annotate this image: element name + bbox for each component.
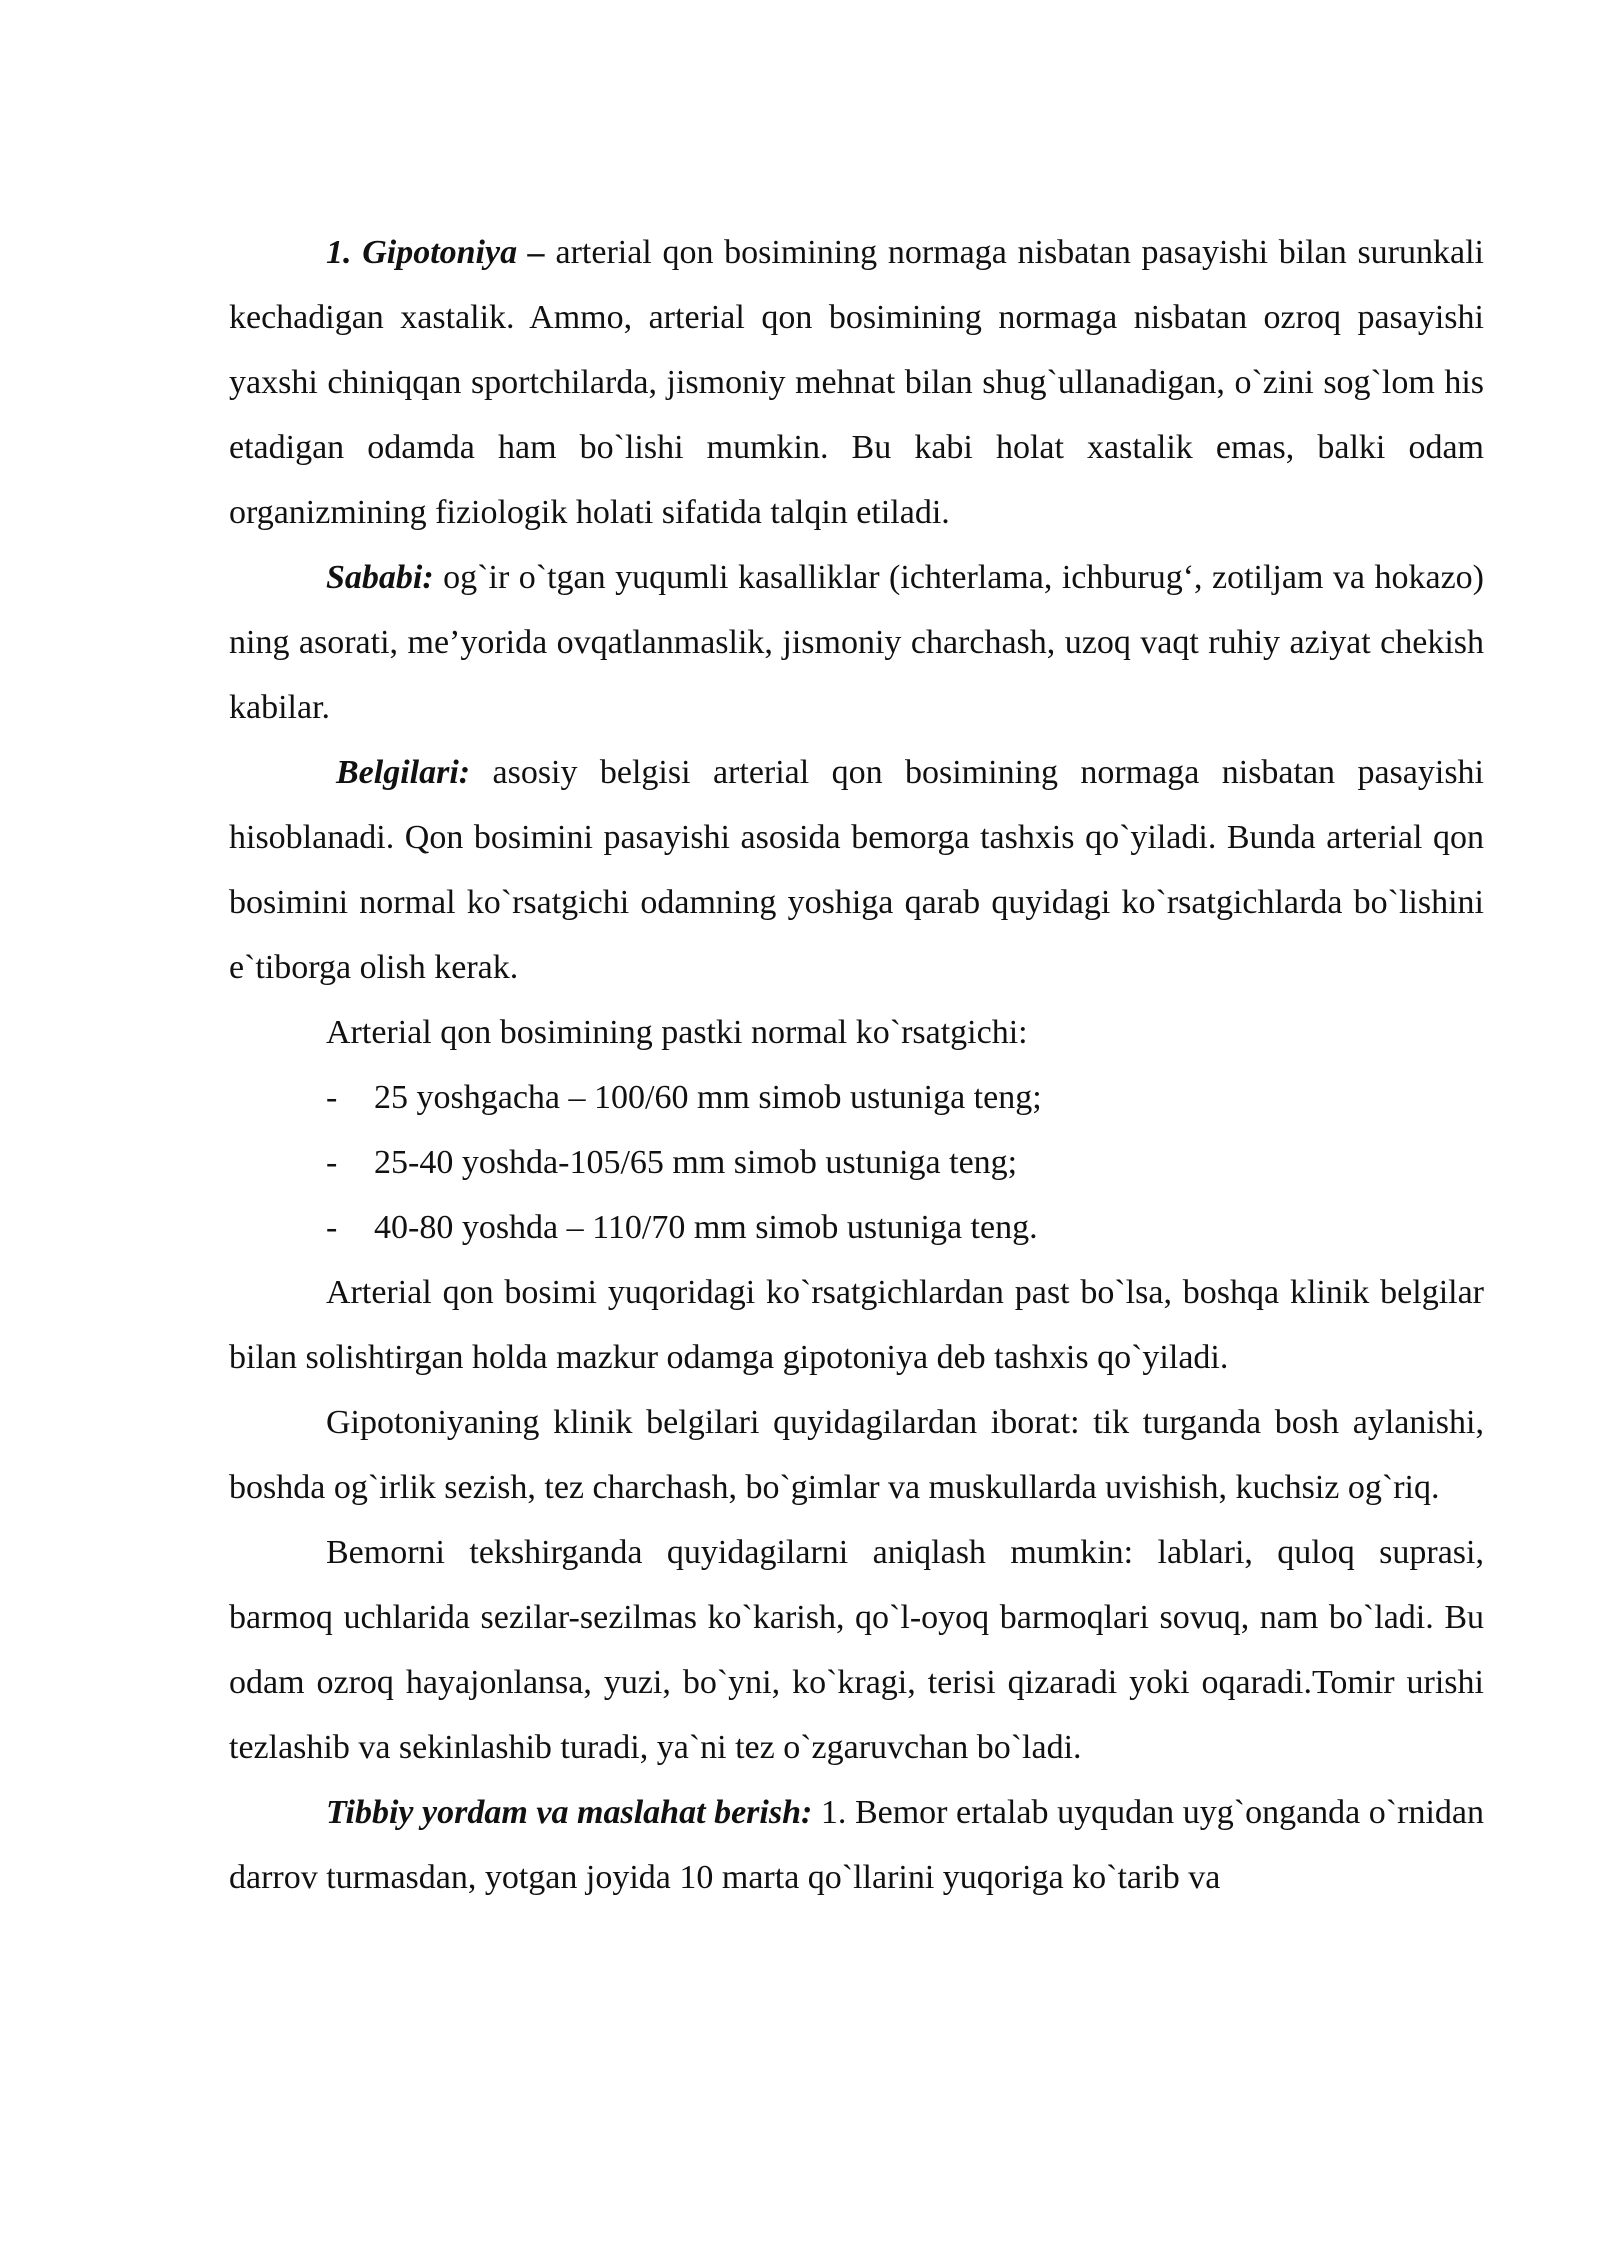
paragraph-diagnosis: Arterial qon bosimi yuqoridagi ko`rsatgichlardan past bo`lsa, boshqa klinik belgilar bilan solishtirgan holda mazkur odamga gipotoniya deb tashxis qo`yiladi.: [229, 1274, 1484, 1376]
paragraph-text: og`ir o`tgan yuqumli kasalliklar (ichterlama, ichburug‘, zotiljam va hokazo) ning asorati, me’yorida ovqatlanmaslik, jismoniy charchash, uzoq vaqt ruhiy aziyat chekish kabilar.: [229, 559, 1484, 726]
symptoms-heading: Belgilari:: [336, 754, 471, 791]
paragraph-text: asosiy belgisi arterial qon bosimining normaga nisbatan pasayishi hisoblanadi. Qon bosimini pasayishi asosida bemorga tashxis qo`yiladi. Bunda arterial qon bosimini normal ko`rsatgichi odamning yoshiga qarab quyidagi ko`rsatgichlarda bo`lishini e`tiborga olish kerak.: [229, 754, 1484, 986]
pressure-norm-list: [229, 1065, 1484, 1260]
causes-heading: Sababi:: [326, 559, 434, 596]
paragraph-text: 1. Bemor ertalab uyqudan uyg`onganda o`rnidan darrov turmasdan, yotgan joyida 10 marta qo`llarini yuqoriga ko`tarib va: [229, 1794, 1484, 1896]
list-dash: -: [326, 1079, 338, 1116]
list-item-text: 40-80 yoshda – 110/70 mm simob ustuniga teng.: [374, 1209, 1038, 1246]
list-item: [229, 1195, 1484, 1260]
list-item-text: 25-40 yoshda-105/65 mm simob ustuniga teng;: [374, 1144, 1018, 1181]
term-heading: 1. Gipotoniya –: [326, 234, 545, 271]
paragraph-norm-intro: Arterial qon bosimining pastki normal ko`rsatgichi:: [326, 1014, 1028, 1051]
document-page: [229, 220, 1484, 1910]
list-dash: -: [326, 1144, 338, 1181]
paragraph-symptoms: [229, 740, 1484, 1000]
paragraph-causes: [229, 545, 1484, 740]
paragraph-text: arterial qon bosimining normaga nisbatan pasayishi bilan surunkali kechadigan xastalik. Ammo, arterial qon bosimining normaga nisbatan ozroq pasayishi yaxshi chiniqqan sportchilarda, jismoniy mehnat bilan shug`ullanadigan, o`zini sog`lom his etadigan odamda ham bo`lishi mumkin. Bu kabi holat xastalik emas, balki odam organizmining fiziologik holati sifatida talqin etiladi.: [229, 234, 1484, 531]
paragraph-examination: Bemorni tekshirganda quyidagilarni aniqlash mumkin: lablari, quloq suprasi, barmoq uchlarida sezilar-sezilmas ko`karish, qo`l-oyoq barmoqlari sovuq, nam bo`ladi. Bu odam ozroq hayajonlansa, yuzi, bo`yni, ko`kragi, terisi qizaradi yoki oqaradi.Tomir urishi tezlashib va sekinlashib turadi, ya`ni tez o`zgaruvchan bo`ladi.: [229, 1534, 1484, 1766]
list-item-text: 25 yoshgacha – 100/60 mm simob ustuniga teng;: [374, 1079, 1042, 1116]
list-item: [229, 1130, 1484, 1195]
list-dash: -: [326, 1209, 338, 1246]
list-item: [229, 1065, 1484, 1130]
paragraph-definition: [229, 220, 1484, 545]
paragraph-clinical-signs: Gipotoniyaning klinik belgilari quyidagilardan iborat: tik turganda bosh aylanishi, boshda og`irlik sezish, tez charchash, bo`gimlar va muskullarda uvishish, kuchsiz og`riq.: [229, 1404, 1484, 1506]
advice-heading: Tibbiy yordam va maslahat berish:: [326, 1794, 813, 1831]
paragraph-medical-advice: [229, 1780, 1484, 1910]
